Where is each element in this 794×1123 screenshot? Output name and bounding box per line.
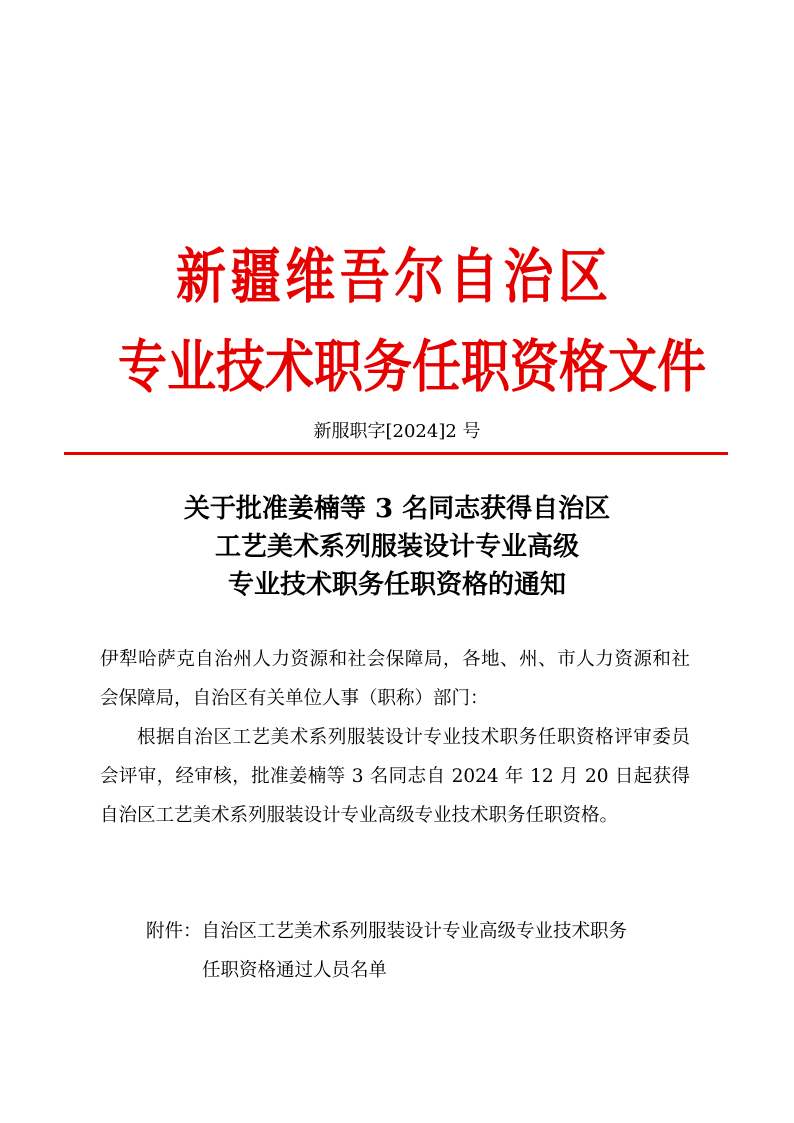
notice-body bbox=[100, 640, 690, 835]
notice-title-line-2: 工艺美术系列服装设计专业高级 bbox=[214, 532, 579, 562]
document-number: 新服职字[2024]2 号 bbox=[313, 421, 481, 442]
attachment-line-2: 任职资格通过人员名单 bbox=[202, 960, 388, 981]
masthead-document-type: 专业技术职务任职资格文件 bbox=[118, 334, 707, 400]
masthead-issuer: 新疆维吾尔自治区 bbox=[176, 241, 608, 312]
notice-title-line-3: 专业技术职务任职资格的通知 bbox=[227, 570, 566, 600]
notice-title bbox=[0, 490, 794, 604]
main-paragraph: 根据自治区工艺美术系列服装设计专业技术职务任职资格评审委员会评审，经审核，批准姜楠等 3 名同志自 2024 年 12 月 20 日起获得自治区工艺美术系列服装设计专业高级专业技术职务任职资格。 bbox=[100, 727, 690, 826]
addressee: 伊犁哈萨克自治州人力资源和社会保障局，各地、州、市人力资源和社会保障局，自治区有关单位人事（职称）部门： bbox=[100, 649, 690, 709]
attachment-note bbox=[146, 912, 702, 990]
attachment-line-1: 附件：自治区工艺美术系列服装设计专业高级专业技术职务 bbox=[146, 921, 628, 942]
red-divider-line bbox=[64, 452, 728, 455]
notice-title-line-1: 关于批准姜楠等 3 名同志获得自治区 bbox=[183, 494, 611, 524]
